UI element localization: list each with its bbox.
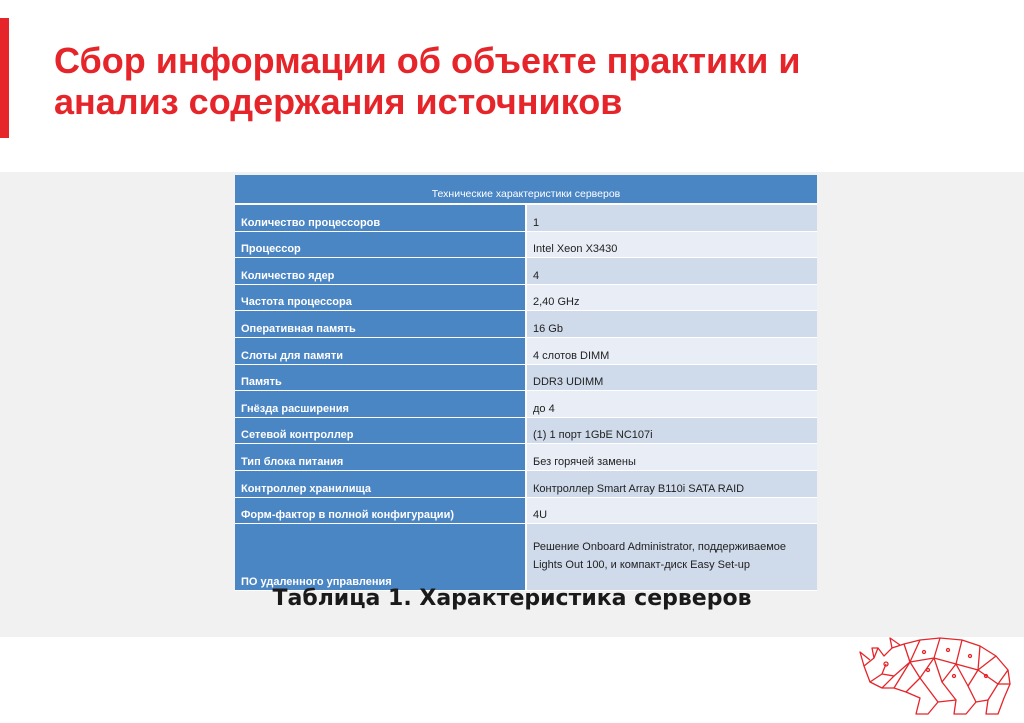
table-row — [235, 364, 817, 391]
spec-value: 4U — [526, 497, 817, 524]
table-row — [235, 258, 817, 285]
table-caption: Таблица 1. Характеристика серверов — [272, 586, 752, 611]
accent-bar — [0, 18, 9, 138]
spec-value: до 4 — [526, 391, 817, 418]
spec-key: Память — [235, 364, 526, 391]
spec-value: 4 слотов DIMM — [526, 337, 817, 364]
table-row — [235, 204, 817, 231]
title-line-2: анализ содержания источников — [54, 81, 623, 122]
table-row — [235, 284, 817, 311]
table-row — [235, 470, 817, 497]
title-line-1: Сбор информации об объекте практики и — [54, 40, 801, 81]
spec-key: Количество процессоров — [235, 204, 526, 231]
spec-key: Частота процессора — [235, 284, 526, 311]
spec-value: Intel Xeon X3430 — [526, 231, 817, 258]
spec-value: Решение Onboard Administrator, поддерживаемое Lights Out 100, и компакт-диск Easy Set-up — [526, 524, 817, 591]
table-row — [235, 311, 817, 338]
table-row — [235, 444, 817, 471]
spec-key: Гнёзда расширения — [235, 391, 526, 418]
spec-value: Контроллер Smart Array B110i SATA RAID — [526, 470, 817, 497]
spec-key: Количество ядер — [235, 258, 526, 285]
spec-value: 16 Gb — [526, 311, 817, 338]
table-row — [235, 391, 817, 418]
spec-value: 4 — [526, 258, 817, 285]
table-row — [235, 417, 817, 444]
table-row — [235, 231, 817, 258]
slide-title — [54, 40, 954, 122]
table-row — [235, 337, 817, 364]
spec-key: Контроллер хранилища — [235, 470, 526, 497]
spec-value: Без горячей замены — [526, 444, 817, 471]
spec-value: 1 — [526, 204, 817, 231]
spec-key: Тип блока питания — [235, 444, 526, 471]
rhino-logo-icon — [858, 618, 1018, 718]
spec-key: Процессор — [235, 231, 526, 258]
spec-key: Форм-фактор в полной конфигурации) — [235, 497, 526, 524]
server-specs-table — [235, 175, 817, 591]
spec-key: Сетевой контроллер — [235, 417, 526, 444]
table-row — [235, 524, 817, 591]
spec-value: (1) 1 порт 1GbE NC107i — [526, 417, 817, 444]
spec-value: 2,40 GHz — [526, 284, 817, 311]
spec-key: Слоты для памяти — [235, 337, 526, 364]
table-row — [235, 497, 817, 524]
spec-key: Оперативная память — [235, 311, 526, 338]
spec-value: DDR3 UDIMM — [526, 364, 817, 391]
table-header: Технические характеристики серверов — [235, 175, 817, 204]
table-header-row — [235, 175, 817, 204]
spec-key: ПО удаленного управления — [235, 524, 526, 591]
